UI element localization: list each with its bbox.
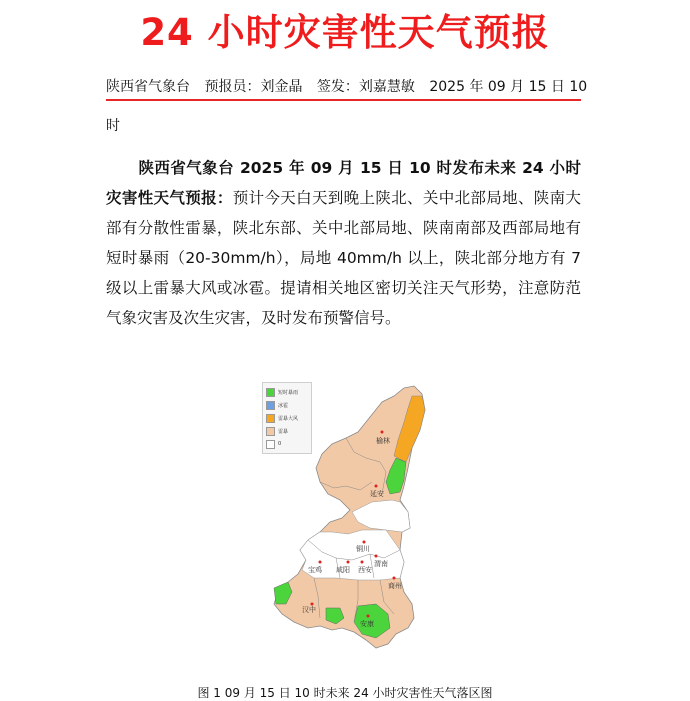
- forecast-lead: 陕西省气象台 2025 年 09 月 15 日 10 时发布未来 24 小时灾害性天气预报：: [106, 159, 581, 207]
- legend-item-heavy-rain: 短时暴雨: [266, 386, 308, 398]
- legend-swatch: [266, 427, 275, 436]
- red-divider: [106, 99, 581, 101]
- page-title: 24 小时灾害性天气预报: [140, 11, 550, 54]
- legend-swatch: [266, 401, 275, 410]
- legend-swatch: [266, 388, 275, 397]
- forecaster: 预报员：刘金晶: [204, 79, 303, 95]
- issuance-info: [106, 79, 588, 96]
- legend-swatch: [266, 440, 275, 449]
- map-legend: [262, 382, 312, 454]
- figure-caption: 图 1 09 月 15 日 10 时未来 24 小时灾害性天气落区图: [197, 686, 493, 700]
- legend-item-none: 0: [266, 438, 308, 450]
- forecast-paragraph: [106, 153, 581, 333]
- city-label-yanan: 延安: [370, 490, 384, 498]
- issue-time-continued: 时: [106, 118, 120, 134]
- forecast-text: 预计今天白天到晚上陕北、关中北部局地、陕南大部有分散性雷暴，陕北东部、关中北部局地、陕南南部及西部局地有短时暴雨（20-30mm/h），局地 40mm/h 以上，陕北部分地方有 7 级以上雷暴大风或冰雹。提请相关地区密切关注天气形势，注意防范气象灾害及次生灾害，及时发布预警信号。: [106, 189, 581, 327]
- city-label-yulin: 榆林: [376, 437, 390, 445]
- issuing-org: 陕西省气象台: [106, 79, 190, 95]
- issue-time: 2025 年 09 月 15 日 10: [429, 79, 588, 95]
- legend-swatch: [266, 414, 275, 423]
- city-label-ankang: 安康: [360, 620, 374, 628]
- city-label-baoji: 宝鸡: [308, 566, 322, 574]
- city-label-shangluo: 商州: [388, 582, 402, 590]
- city-label-xian: 西安: [358, 566, 372, 574]
- city-label-weinan: 渭南: [374, 560, 388, 568]
- legend-item-hail: 冰雹: [266, 399, 308, 411]
- city-label-hanzhong: 汉中: [302, 606, 316, 614]
- city-label-xianyang: 咸阳: [336, 566, 350, 574]
- city-label-tongchuan: 铜川: [356, 545, 370, 553]
- legend-item-thunderstorm: 雷暴: [266, 425, 308, 437]
- legend-item-thunderstorm-wind: 雷暴大风: [266, 412, 308, 424]
- issuer: 签发：刘嘉慧敏: [316, 79, 415, 95]
